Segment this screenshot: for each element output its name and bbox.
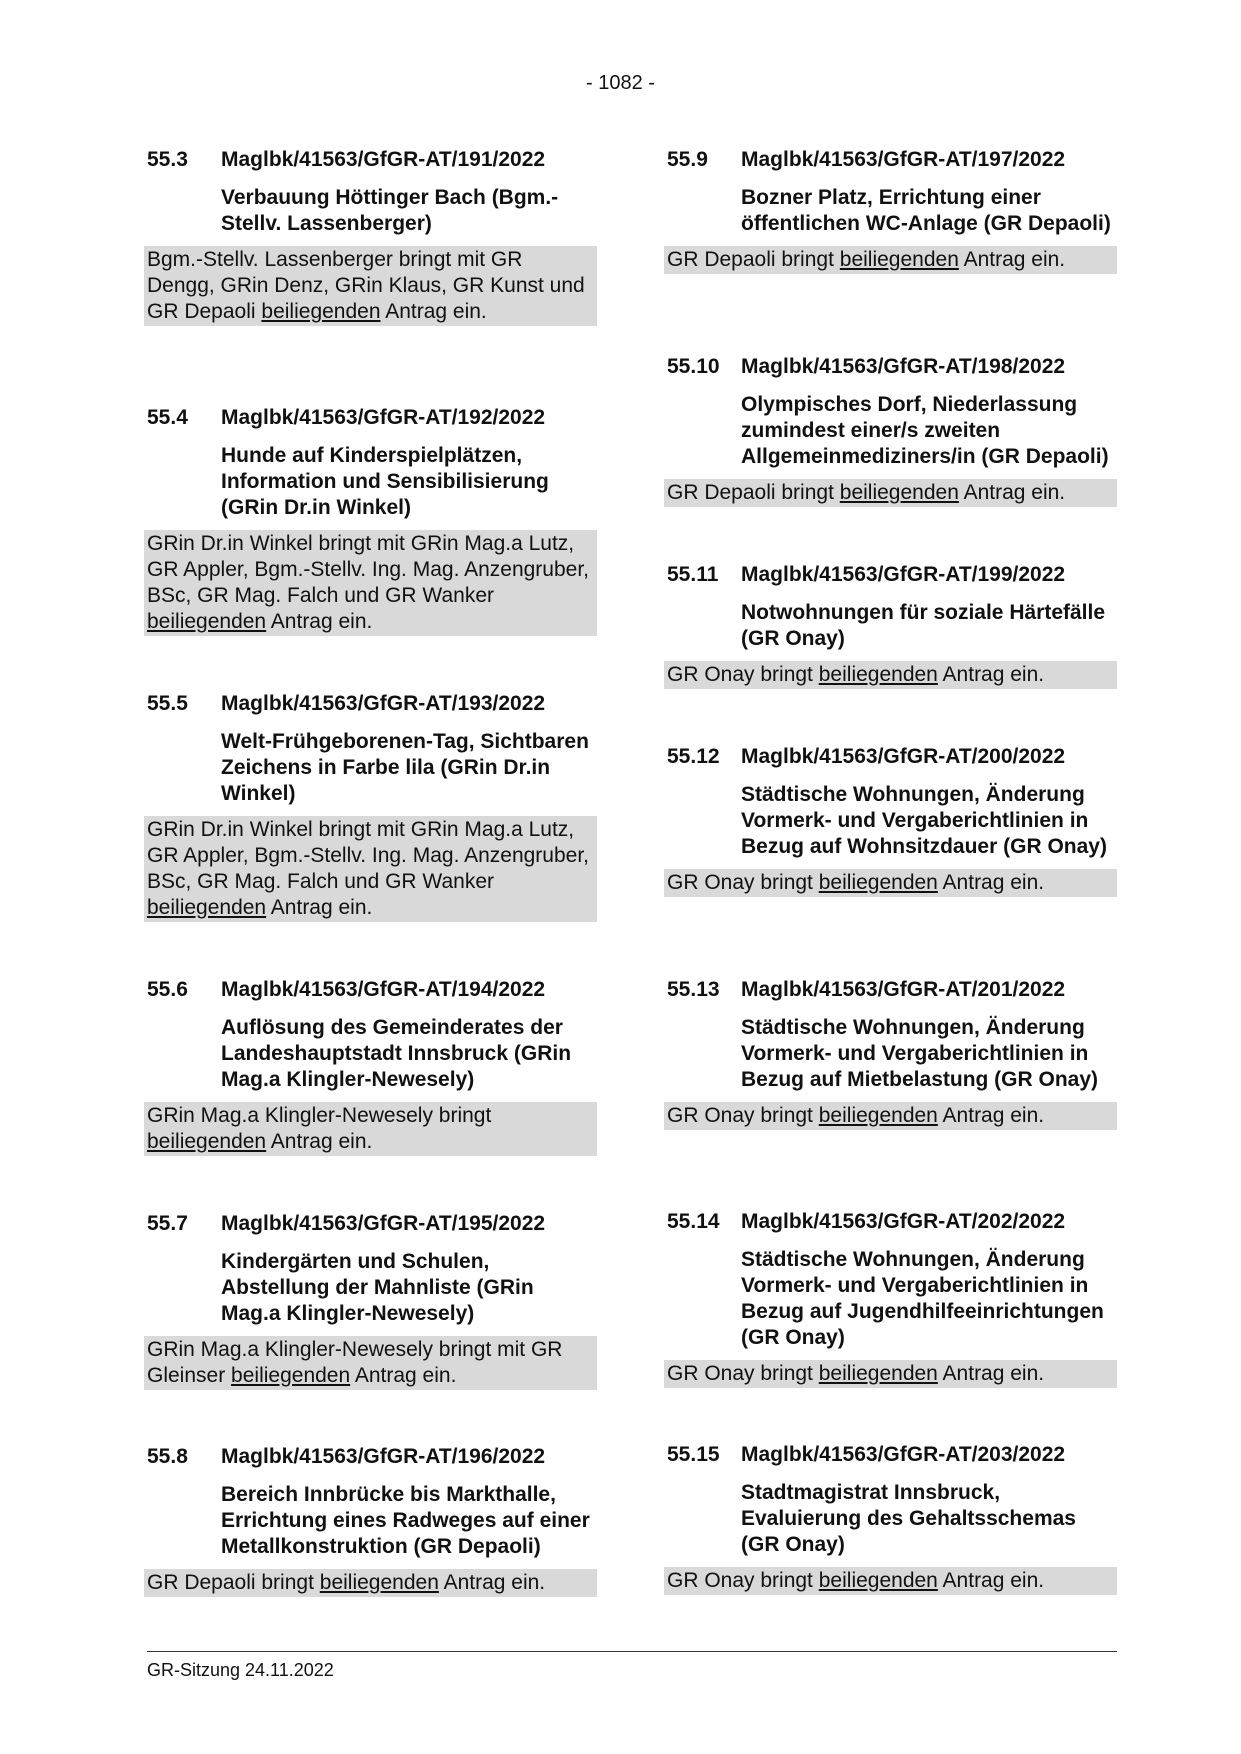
footer-divider — [147, 1651, 1117, 1652]
body-text: GR Depaoli bringt — [147, 1571, 314, 1594]
item-title: Hunde auf Kinderspielplätzen, Information und Sensibilisierung (GRin Dr.in Winkel) — [221, 444, 549, 519]
item-title: Städtische Wohnungen, Änderung Vormerk- und Vergaberichtlinien in Bezug auf Wohnsitzdauer (GR Onay) — [741, 783, 1107, 858]
item-number: 55.5 — [147, 692, 188, 715]
item-number: 55.15 — [667, 1443, 720, 1466]
item-header — [147, 977, 597, 1003]
body-text-end: Antrag ein. — [354, 1364, 457, 1387]
agenda-item-55-10 — [667, 354, 1117, 507]
item-title: Verbauung Höttinger Bach (Bgm.-Stellv. Lassenberger) — [221, 186, 559, 235]
item-header — [147, 405, 597, 431]
item-reference: Maglbk/41563/GfGR-AT/203/2022 — [741, 1443, 1066, 1466]
item-body — [144, 1569, 597, 1597]
body-text: GRin Dr.in Winkel bringt mit GRin Mag.a Lutz, GR Appler, Bgm.-Stellv. Ing. Mag. Anzengruber, BSc, GR Mag. Falch und GR Wanker — [147, 532, 590, 607]
item-number: 55.3 — [147, 148, 188, 171]
body-text-end: Antrag ein. — [270, 610, 373, 633]
item-header — [147, 1444, 597, 1470]
item-header — [147, 147, 597, 173]
body-text-end: Antrag ein. — [942, 663, 1045, 686]
page-number: - 1082 - — [586, 72, 655, 94]
body-text: GR Onay bringt — [667, 871, 813, 894]
body-text-end: Antrag ein. — [942, 1104, 1045, 1127]
body-text: GR Onay bringt — [667, 1104, 813, 1127]
item-reference: Maglbk/41563/GfGR-AT/195/2022 — [221, 1212, 546, 1235]
item-header — [667, 977, 1117, 1003]
body-text-end: Antrag ein. — [963, 248, 1066, 271]
agenda-item-55-7 — [147, 1211, 597, 1390]
agenda-item-55-6 — [147, 977, 597, 1156]
body-text-end: Antrag ein. — [385, 300, 487, 323]
body-text: GRin Mag.a Klingler-Newesely bringt mit GR Gleinser — [147, 1338, 563, 1387]
item-body — [664, 1360, 1117, 1388]
agenda-item-55-11 — [667, 562, 1117, 689]
body-underlined: beiliegenden — [839, 248, 959, 271]
body-underlined: beiliegenden — [261, 300, 381, 323]
item-number: 55.8 — [147, 1445, 188, 1468]
item-reference: Maglbk/41563/GfGR-AT/193/2022 — [221, 692, 546, 715]
item-number: 55.12 — [667, 745, 720, 768]
item-reference: Maglbk/41563/GfGR-AT/192/2022 — [221, 406, 546, 429]
item-body — [664, 1567, 1117, 1595]
agenda-item-55-15 — [667, 1442, 1117, 1595]
item-reference: Maglbk/41563/GfGR-AT/198/2022 — [741, 355, 1066, 378]
item-body — [664, 869, 1117, 897]
item-body — [144, 530, 597, 636]
body-text-end: Antrag ein. — [942, 871, 1045, 894]
body-underlined: beiliegenden — [818, 1569, 938, 1592]
item-body — [144, 1102, 597, 1156]
item-reference: Maglbk/41563/GfGR-AT/202/2022 — [741, 1210, 1066, 1233]
item-reference: Maglbk/41563/GfGR-AT/200/2022 — [741, 745, 1066, 768]
item-header — [667, 1209, 1117, 1235]
body-text: GRin Dr.in Winkel bringt mit GRin Mag.a Lutz, GR Appler, Bgm.-Stellv. Ing. Mag. Anzengruber, BSc, GR Mag. Falch und GR Wanker — [147, 818, 590, 893]
body-underlined: beiliegenden — [147, 610, 267, 633]
item-reference: Maglbk/41563/GfGR-AT/199/2022 — [741, 563, 1066, 586]
item-body — [144, 246, 597, 326]
item-reference: Maglbk/41563/GfGR-AT/196/2022 — [221, 1445, 546, 1468]
item-number: 55.10 — [667, 355, 720, 378]
item-title: Auflösung des Gemeinderates der Landeshauptstadt Innsbruck (GRin Mag.a Klingler-Newesely) — [221, 1016, 572, 1091]
body-underlined: beiliegenden — [147, 1130, 267, 1153]
item-body — [144, 816, 597, 922]
body-text: Bgm.-Stellv. Lassenberger bringt mit GR Dengg, GRin Denz, GRin Klaus, GR Kunst und GR Depaoli — [147, 248, 585, 323]
item-title: Bozner Platz, Errichtung einer öffentlichen WC-Anlage (GR Depaoli) — [741, 186, 1111, 235]
body-text-end: Antrag ein. — [942, 1569, 1045, 1592]
body-underlined: beiliegenden — [818, 1104, 938, 1127]
body-text-end: Antrag ein. — [942, 1362, 1045, 1385]
item-body — [664, 1102, 1117, 1130]
body-text: GR Depaoli bringt — [667, 248, 834, 271]
item-header — [667, 562, 1117, 588]
body-text: GRin Mag.a Klingler-Newesely bringt — [147, 1104, 492, 1127]
item-title: Bereich Innbrücke bis Markthalle, Errichtung eines Radweges auf einer Metallkonstruktion (GR Depaoli) — [221, 1483, 590, 1558]
item-number: 55.13 — [667, 978, 720, 1001]
item-body — [664, 479, 1117, 507]
body-text: GR Onay bringt — [667, 1362, 813, 1385]
item-number: 55.7 — [147, 1212, 188, 1235]
item-number: 55.9 — [667, 148, 708, 171]
agenda-item-55-9 — [667, 147, 1117, 274]
agenda-item-55-8 — [147, 1444, 597, 1597]
item-number: 55.11 — [667, 563, 719, 586]
body-text: GR Onay bringt — [667, 663, 813, 686]
body-text-end: Antrag ein. — [270, 896, 373, 919]
item-body — [664, 661, 1117, 689]
body-underlined: beiliegenden — [818, 1362, 938, 1385]
agenda-item-55-3 — [147, 147, 597, 326]
body-underlined: beiliegenden — [147, 896, 267, 919]
item-title: Olympisches Dorf, Niederlassung zumindest einer/s zweiten Allgemeinmediziners/in (GR Depaoli) — [741, 393, 1109, 468]
item-header — [667, 1442, 1117, 1468]
item-header — [147, 1211, 597, 1237]
item-reference: Maglbk/41563/GfGR-AT/191/2022 — [221, 148, 546, 171]
item-title: Städtische Wohnungen, Änderung Vormerk- und Vergaberichtlinien in Bezug auf Jugendhilfeeinrichtungen (GR Onay) — [741, 1248, 1104, 1349]
agenda-item-55-5 — [147, 691, 597, 922]
body-text: GR Onay bringt — [667, 1569, 813, 1592]
item-body — [144, 1336, 597, 1390]
agenda-item-55-13 — [667, 977, 1117, 1130]
item-title: Städtische Wohnungen, Änderung Vormerk- und Vergaberichtlinien in Bezug auf Mietbelastung (GR Onay) — [741, 1016, 1099, 1091]
item-number: 55.6 — [147, 978, 188, 1001]
item-reference: Maglbk/41563/GfGR-AT/194/2022 — [221, 978, 546, 1001]
item-reference: Maglbk/41563/GfGR-AT/201/2022 — [741, 978, 1066, 1001]
item-number: 55.14 — [667, 1210, 720, 1233]
item-header — [667, 744, 1117, 770]
item-title: Notwohnungen für soziale Härtefälle (GR Onay) — [741, 601, 1106, 650]
item-header — [667, 147, 1117, 173]
body-underlined: beiliegenden — [818, 871, 938, 894]
item-title: Kindergärten und Schulen, Abstellung der Mahnliste (GRin Mag.a Klingler-Newesely) — [221, 1250, 534, 1325]
body-text-end: Antrag ein. — [270, 1130, 373, 1153]
footer-session-date: GR-Sitzung 24.11.2022 — [147, 1660, 334, 1680]
item-reference: Maglbk/41563/GfGR-AT/197/2022 — [741, 148, 1066, 171]
body-text-end: Antrag ein. — [963, 481, 1066, 504]
item-number: 55.4 — [147, 406, 188, 429]
item-title: Welt-Frühgeborenen-Tag, Sichtbaren Zeichens in Farbe lila (GRin Dr.in Winkel) — [221, 730, 589, 805]
body-text-end: Antrag ein. — [443, 1571, 546, 1594]
item-body — [664, 246, 1117, 274]
body-underlined: beiliegenden — [319, 1571, 439, 1594]
agenda-item-55-12 — [667, 744, 1117, 897]
item-header — [147, 691, 597, 717]
agenda-item-55-14 — [667, 1209, 1117, 1388]
body-text: GR Depaoli bringt — [667, 481, 834, 504]
agenda-item-55-4 — [147, 405, 597, 636]
body-underlined: beiliegenden — [839, 481, 959, 504]
body-underlined: beiliegenden — [231, 1364, 351, 1387]
item-title: Stadtmagistrat Innsbruck, Evaluierung des Gehaltsschemas (GR Onay) — [741, 1481, 1076, 1556]
item-header — [667, 354, 1117, 380]
body-underlined: beiliegenden — [818, 663, 938, 686]
